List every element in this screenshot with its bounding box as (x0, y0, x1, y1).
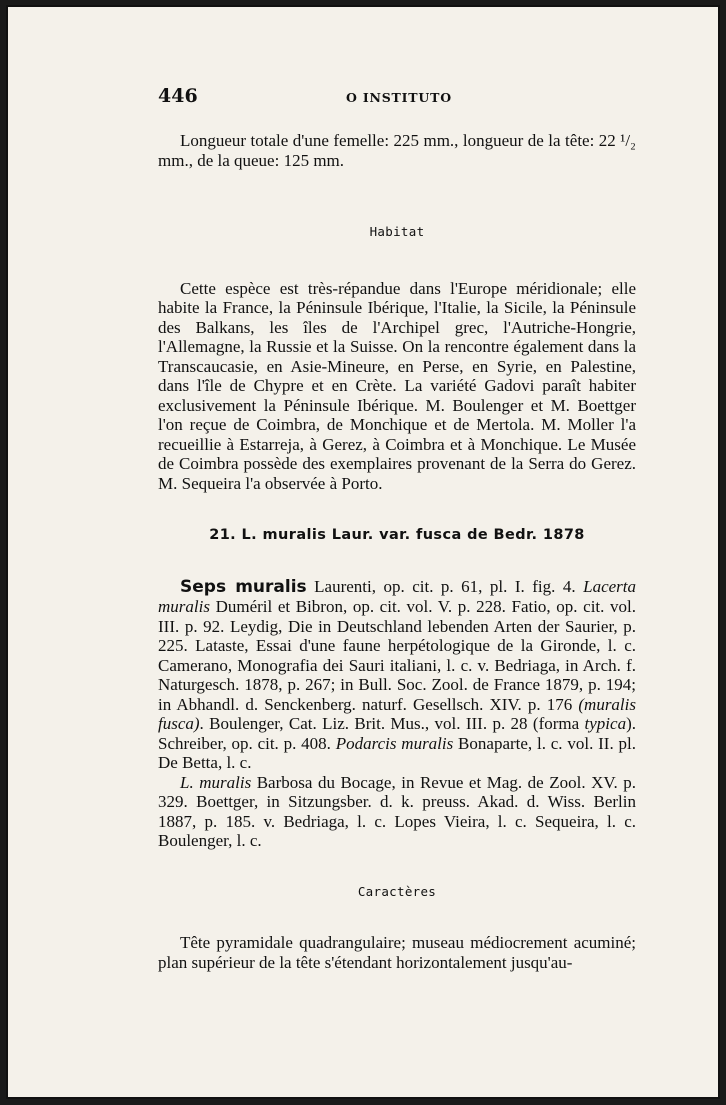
running-title: O INSTITUTO (346, 90, 452, 105)
section-title-caracteres: Caractères (357, 883, 437, 899)
section-title-habitat: Habitat (369, 224, 425, 239)
page-header (158, 85, 638, 109)
scanned-page (6, 5, 720, 1099)
genus-name: Seps muralis (180, 576, 307, 597)
page-body (158, 131, 636, 972)
habitat-paragraph: Cette espèce est très-répandue dans l'Europe méridionale; elle habite la France, la Péninsule Ibérique, l'Italie, la Sicile, la Péninsule des Balkans, les îles de l'Archipel grec, l'Autriche-Hongrie, l'Allemagne, la Russie et la Suisse. On la rencontre également dans la Transcaucasie, en Asie-Mineure, en Perse, en Syrie, en Palestine, dans l'île de Chypre et en Crète. La variété Gadovi paraît habiter exclusivement la Péninsule Ibérique. M. Boulenger et M. Boettger l'on reçue de Coimbra, de Monchique et de Mertola. M. Moller l'a recueillie à Estarreja, à Gerez, à Coimbra et à Monchique. Le Musée de Coimbra possède des exemplaires provenant de la Serra do Gerez. M. Sequeira l'a observée à Porto. (158, 278, 636, 493)
characters-paragraph: Tête pyramidale quadrangulaire; museau médiocrement acuminé; plan supérieur de la tête s'étendant horizontalement jusqu'au- (158, 933, 636, 972)
synonymy-paragraph-2: L. muralis Barbosa du Bocage, in Revue et Mag. de Zool. XV. p. 329. Boettger, in Sitzungsber. d. k. preuss. Akad. d. Wiss. Berlin 1887, p. 185. v. Bedriaga, l. c. Lopes Vieira, l. c. Sequeira, l. c. Boulenger, l. c. (158, 772, 636, 850)
species-heading: 21. L. muralis Laur. var. fusca de Bedr. 1878 (209, 527, 585, 543)
intro-paragraph: Longueur totale d'une femelle: 225 mm., longueur de la tête: 22 ¹/₂ mm., de la queue: 125 mm. (158, 131, 636, 170)
synonymy-paragraph: Seps muralis Laurenti, op. cit. p. 61, pl. I. fig. 4. Lacerta muralis Duméril et Bibron, op. cit. vol. V. p. 228. Fatio, op. cit. vol. III. p. 92. Leydig, Die in Deutschland lebenden Arten der Saurier, p. 225. Lataste, Essai d'une faune herpétologique de la Gironde, l. c. Camerano, Monografia dei Sauri italiani, l. c. v. Bedriaga, in Arch. f. Naturgesch. 1878, p. 267; in Bull. Soc. Zool. de France 1879, p. 194; in Abhandl. d. Senckenberg. naturf. Gesellsch. XIV. p. 176 (muralis fusca). Boulenger, Cat. Liz. Brit. Mus., vol. III. p. 28 (forma typica). Schreiber, op. cit. p. 408. Podarcis muralis Bonaparte, l. c. vol. II. pl. De Betta, l. c. (158, 576, 636, 772)
page-number: 446 (158, 85, 198, 107)
